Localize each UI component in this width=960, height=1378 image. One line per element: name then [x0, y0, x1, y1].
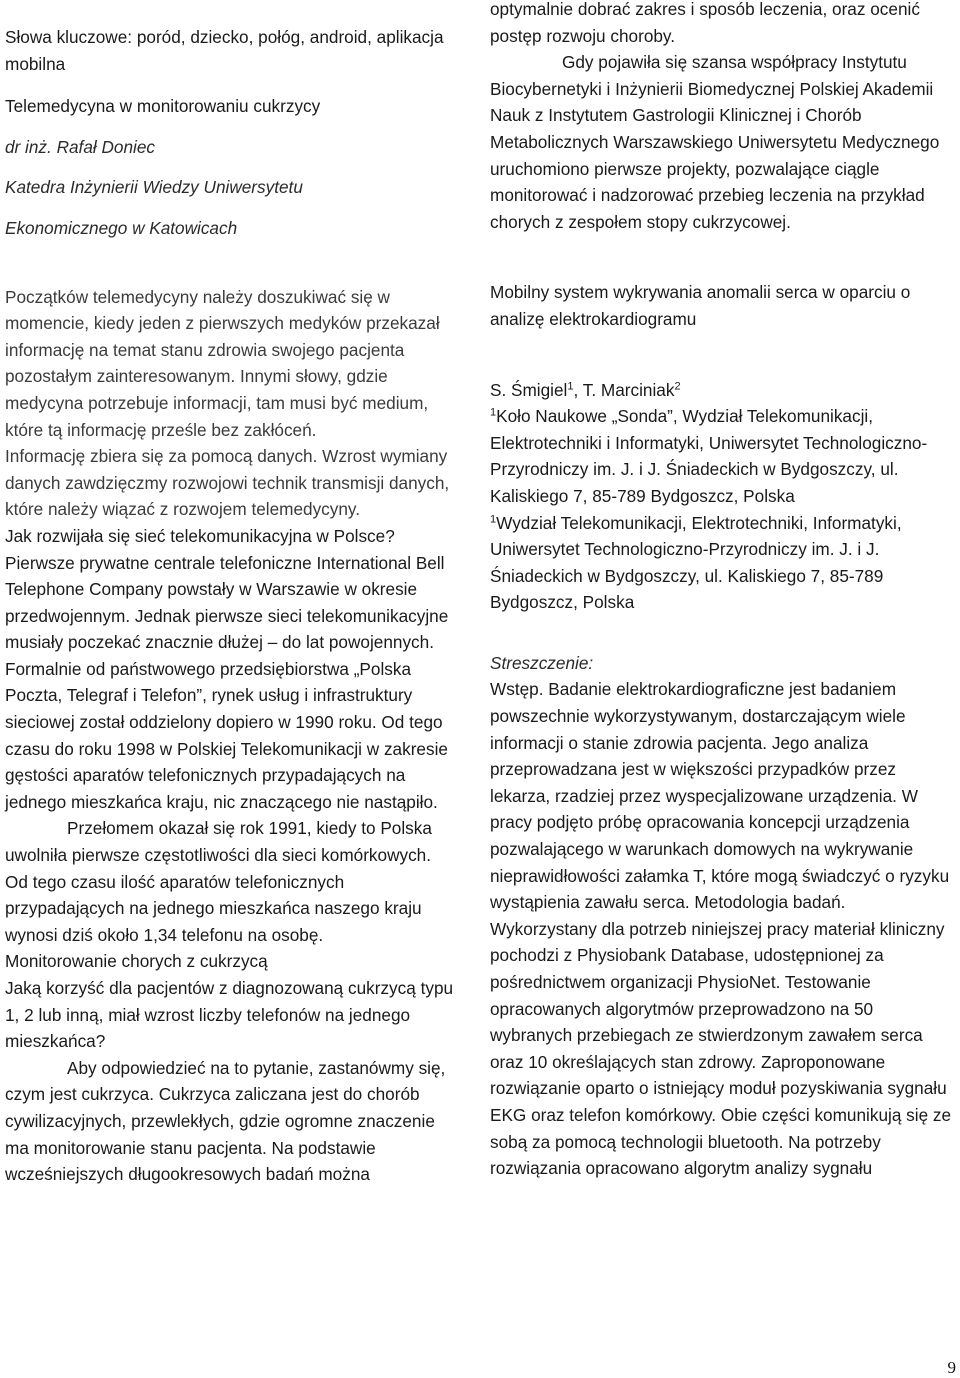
keywords: Słowa kluczowe: poród, dziecko, połóg, android, aplikacja mobilna	[5, 27, 444, 74]
paragraph-intro: Początków telemedycyny należy doszukiwać się w momencie, kiedy jeden z pierwszych medyków przekazał informację na temat stanu zdrowia swojego pacjenta pozostałym zainteresowanym. Innymi słowy, gdzie medycyna potrzebuje informacji, tam musi być medium, które tą informację prześle bez zakłóceń.	[5, 286, 440, 440]
abstract-heading: Streszczenie:	[490, 652, 594, 673]
section-heading: Monitorowanie chorych z cukrzycą	[5, 951, 268, 972]
paragraph-question: Jaką korzyść dla pacjentów z diagnozowaną cukrzycą typu 1, 2 lub inną, miał wzrost liczby telefonów na jednego mieszkańca?	[5, 978, 454, 1052]
affiliation-1: $^1$Koło Naukowe „Sonda”, Wydział Telekomunikacji, Elektrotechniki i Informatyki, Uniwersytet Technologiczno-Przyrodniczy im. J. i J. Śniadeckich w Bydgoszczy, ul. Kaliskiego 7, 85-789 Bydgoszcz, Polska	[490, 406, 928, 506]
paragraph-diabetes: Aby odpowiedzieć na to pytanie, zastanówmy się, czym jest cukrzyca. Cukrzyca zaliczana jest do chorób cywilizacyjnych, przewlekłych, gdzie ogromne znaczenie ma monitorowanie stanu pacjenta. Na podstawie wcześniejszych długookresowych badań można	[5, 1057, 446, 1185]
abstract-text: Wstęp. Badanie elektrokardiograficzne jest badaniem powszechnie wykorzystywanym, dostarczającym wiele informacji o stanie zdrowia pacjenta. Jego analiza przeprowadzana jest w większości przypadków przez lekarza, rzadziej przez wyspecjalizowane urządzenia. W pracy podjęto próbę opracowania koncepcji urządzenia pozwalającego w warunkach domowych na wykrywanie nieprawidłowości załamka T, które mogą świadczyć o ryzyku wystąpienia zawału serca. Metodologia badań. Wykorzystany dla potrzeb niniejszej pracy materiał kliniczny pochodzi z Physiobank Database, udostępnionej za pośrednictwem organizacji PhysioNet. Testowanie opracowanych algorytmów przeprowadzono na 50 wybranych przebiegach ze stwierdzonym zawałem serca oraz 10 określających stan zdrowy. Zaproponowane rozwiązanie oparto o istniejący moduł pozyskiwania sygnału EKG oraz telefon komórkowy. Obie części komunikują się ze sobą za pomocą technologii bluetooth. Na potrzeby rozwiązania opracowano algorytm analizy sygnału	[490, 679, 952, 1179]
article-title: Telemedycyna w monitorowaniu cukrzycy	[5, 96, 321, 117]
paragraph-data: Informację zbiera się za pomocą danych. Wzrost wymiany danych zawdzięczmy rozwojowi technik transmisji danych, które należy wiązać z rozwojem telemedycyny.	[5, 446, 450, 520]
author: dr inż. Rafał Doniec	[5, 136, 155, 157]
paragraph-1991: Przełomem okazał się rok 1991, kiedy to Polska uwolniła pierwsze częstotliwości dla sieci komórkowych. Od tego czasu ilość aparatów telefonicznych przypadających na jednego mieszkańca naszego kraju wynosi dziś około 1,34 telefonu na osobę.	[5, 818, 432, 945]
left-column	[5, 0, 455, 1188]
page-number: 9	[947, 1358, 956, 1377]
affiliation-line-2: Ekonomicznego w Katowicach	[5, 217, 238, 238]
paragraph-cooperation: Gdy pojawiła się szansa współpracy Instytutu Biocybernetyki i Inżynierii Biomedycznej Polskiej Akademii Nauk z Instytutem Gastrologii Klinicznej i Chorób Metabolicznych Warszawskiego Uniwersytetu Medycznego uruchomiono pierwsze projekty, pozwalające ciągle monitorować i nadzorować przebieg leczenia na przykład chorych z zespołem stopy cukrzycowej.	[490, 52, 940, 232]
paper-authors: S. Śmigiel$^1$, T. Marciniak$^2$	[490, 379, 681, 400]
right-column	[490, 0, 956, 1182]
paragraph-history: Jak rozwijała się sieć telekomunikacyjna w Polsce? Pierwsze prywatne centrale telefoniczne International Bell Telephone Company powstały w Warszawie w okresie przedwojennym. Jednak pierwsze sieci telekomunikacyjne musiały poczekać znacznie dłużej – do lat powojennych. Formalnie od państwowego przedsiębiorstwa „Polska Poczta, Telegraf i Telefon”, rynek usług i infrastruktury sieciowej został oddzielony dopiero w 1990 roku. Od tego czasu do roku 1998 w Polskiej Telekomunikacji w zakresie gęstości aparatów telefonicznych przypadających na jednego mieszkańca kraju, nic znaczącego nie nastąpiło.	[5, 525, 449, 812]
affiliation-2: $^1$Wydział Telekomunikacji, Elektrotechniki, Informatyki, Uniwersytet Technologiczno-Przyrodniczy im. J. i J. Śniadeckich w Bydgoszczy, ul. Kaliskiego 7, 85-789 Bydgoszcz, Polska	[490, 512, 902, 613]
paragraph-continued: optymalnie dobrać zakres i sposób leczenia, oraz ocenić postęp rozwoju choroby.	[490, 0, 920, 46]
affiliation-line-1: Katedra Inżynierii Wiedzy Uniwersytetu	[5, 177, 303, 198]
paper-title: Mobilny system wykrywania anomalii serca w oparciu o analizę elektrokardiogramu	[490, 282, 911, 329]
